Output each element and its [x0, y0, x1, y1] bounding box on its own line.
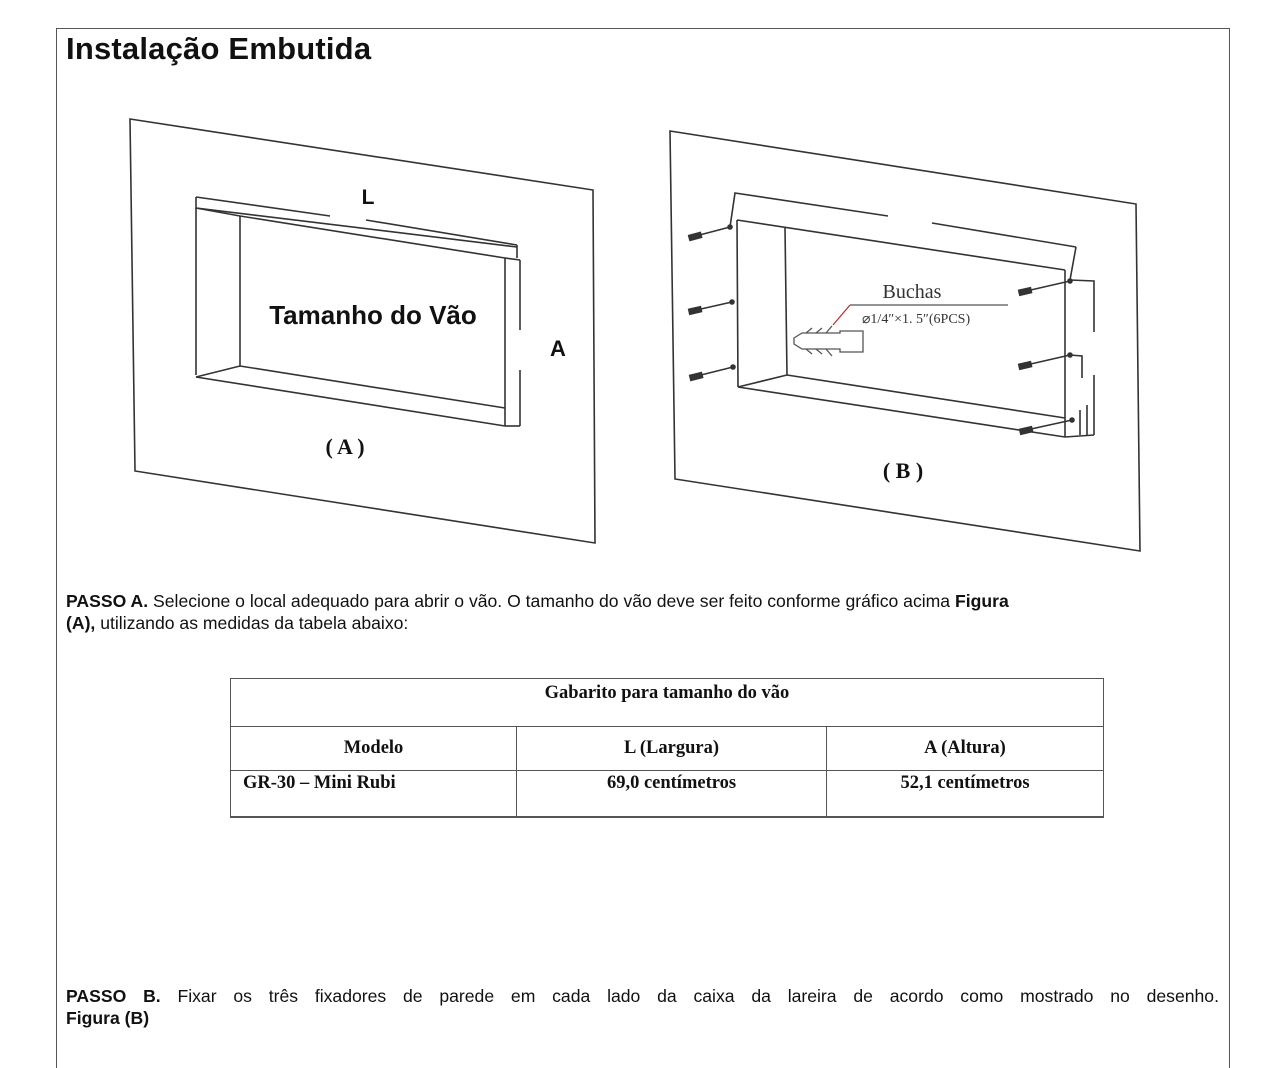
opening-size-label: Tamanho do Vão: [269, 300, 477, 330]
step-a-paragraph: [66, 590, 1219, 634]
step-b-figure-ref: Figura (B): [66, 1008, 150, 1028]
table-cell-model: GR-30 – Mini Rubi: [231, 771, 517, 818]
step-b-label: PASSO B.: [66, 986, 161, 1006]
page-title: Instalação Embutida: [66, 31, 372, 66]
anchor-spec: ⌀1/4″×1. 5″(6PCS): [862, 312, 971, 327]
table-cell-height: 52,1 centímetros: [827, 771, 1104, 818]
figure-b-caption: ( B ): [882, 458, 924, 483]
table-caption: Gabarito para tamanho do vão: [231, 679, 1104, 727]
table-header-height: A (Altura): [827, 727, 1104, 771]
step-a-figure-ref: Figura: [954, 591, 1009, 611]
wall-panel: [130, 119, 595, 543]
figure-a-opening-diagram: [100, 100, 640, 570]
step-a-text: Selecione o local adequado para abrir o vão. O tamanho do vão deve ser feito conforme gráfico acima: [148, 591, 955, 611]
step-b-text: Fixar os três fixadores de parede em cada lado da caixa da lareira de acordo como mostrado no desenho.: [160, 986, 1219, 1006]
table-cell-width: 69,0 centímetros: [517, 771, 827, 818]
step-a-figure-ref-cont: (A),: [66, 613, 96, 633]
height-label-a: A: [550, 336, 566, 361]
step-a-label: PASSO A.: [66, 591, 149, 611]
table-header-width: L (Largura): [517, 727, 827, 771]
width-label-l: L: [361, 186, 375, 209]
figure-a-caption: ( A ): [325, 434, 365, 459]
step-b-paragraph: [66, 985, 1219, 1029]
anchor-label: Buchas: [882, 281, 942, 303]
step-a-text-end: utilizando as medidas da tabela abaixo:: [95, 613, 409, 633]
figure-b-anchor-diagram: [660, 120, 1150, 560]
opening-size-table: [230, 678, 1104, 818]
wall-screws-left: [689, 225, 735, 380]
table-row: [231, 771, 1104, 818]
table-header-model: Modelo: [231, 727, 517, 771]
